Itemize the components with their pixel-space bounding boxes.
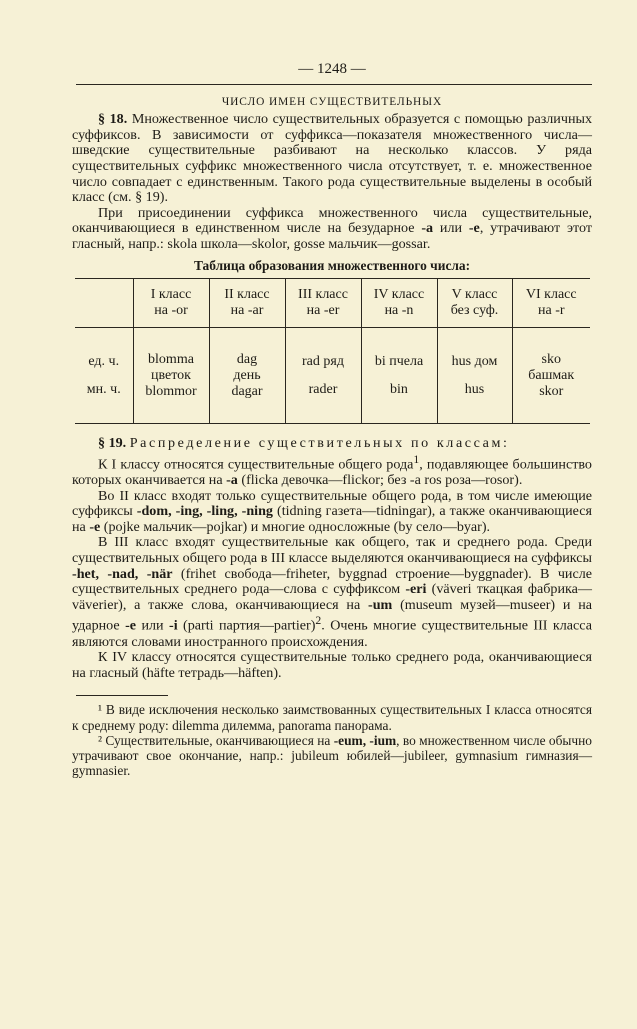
plural-formation-table	[75, 278, 590, 424]
column-header: III класс на -er	[285, 279, 361, 328]
table-cell: dag день dagar	[209, 328, 285, 424]
table-cell: rad ряд rader	[285, 328, 361, 424]
footnote-rule	[76, 695, 168, 696]
row-label-plural: мн. ч.	[86, 381, 121, 397]
footnote-ref-1: 1	[413, 452, 420, 466]
section-19-paragraph-4: К IV классу относятся существительные только среднего рода, оканчивающиеся на гласный (häfte тетрадь—häften).	[72, 649, 592, 681]
table-cell: sko башмак skor	[512, 328, 590, 424]
table-title: Таблица образования множественного числа:	[193, 257, 471, 273]
column-header: V класс без суф.	[437, 279, 512, 328]
table-corner-cell	[75, 279, 133, 328]
section-18-paragraph-1: § 18. Множественное число существительных образуется с помощью различных суффиксов. В зависимости от суффикса—показателя множественного числа—шведские существительные разбивают на несколько классов. У ряда существительных суффикс множественного числа отсутствует, т. е. множественное число совпадает с единственным. Такого рода существительные выделены в особый класс (см. § 19).	[72, 111, 592, 206]
book-page	[72, 62, 592, 778]
section-19-heading: § 19. Распределение существительных по классам:	[98, 435, 510, 452]
column-header: II класс на -ar	[209, 279, 285, 328]
column-header: I класс на -or	[133, 279, 209, 328]
footnote-ref-2: 2	[315, 614, 322, 628]
page-number: — 1248 —	[298, 61, 366, 77]
row-labels-cell	[75, 328, 133, 424]
table-body-row	[75, 328, 590, 424]
header-rule	[76, 84, 592, 85]
section-19-paragraph-2: Во II класс входят только существительные общего рода, в том числе имеющие суффиксы -dom, -ing, -ling, -ning (tidning газета—tidningar), а также оканчивающиеся на -e (pojke мальчик—pojkar) и многие односложные (by село—byar).	[72, 487, 593, 535]
footnote-1: ¹ В виде исключения несколько заимствованных существительных I класса относятся к среднему роду: dilemma дилемма, panorama панорама.	[72, 702, 592, 733]
footnote-2: ² Существительные, оканчивающиеся на -eum, -ium, во множественном числе обычно утрачивают свое окончание, напр.: jubileum юбилей—jubileer, gymnasium гимназия—gymnasier.	[72, 732, 592, 779]
section-19-paragraph-1: К I классу относятся существительные общего рода$^1$, подавляющее большинство которых оканчивается на -a (flicka девочка—flickor; без -a ros роза—rosor).	[72, 452, 592, 488]
table-cell: blomma цветок blommor	[133, 328, 209, 424]
running-title: ЧИСЛО ИМЕН СУЩЕСТВИТЕЛЬНЫХ	[221, 95, 443, 108]
column-header: VI класс на -r	[512, 279, 590, 328]
row-label-singular: ед. ч.	[88, 353, 120, 369]
column-header: IV класс на -n	[361, 279, 437, 328]
table-cell: hus дом hus	[437, 328, 512, 424]
section-19-paragraph-3: В III класс входят существительные как общего, так и среднего рода. Среди существительных общего рода в III классе выделяются оканчивающиеся на суффиксы -het, -nad, -när (frihet свобода—friheter, byggnad строение—byggnader). В числе существительных среднего рода—слова с суффиксом -eri (väveri ткацкая фабрика—väverier), а также слова, оканчивающиеся на -um (museum музей—museer) и на ударное -e или -i (parti партия—partier)$^2$. Очень многие существительные III класса являются словами иностранного происхождения.	[72, 534, 593, 650]
section-19-marker: § 19.	[98, 435, 127, 452]
table-header-row	[75, 279, 590, 328]
table-cell: bi пчела bin	[361, 328, 437, 424]
section-18-paragraph-2: При присоединении суффикса множественного числа существительные, оканчивающиеся в единственном числе на безударное -a или -e, утрачивают этот гласный, напр.: skola школа—skolor, gosse мальчик—gossar.	[72, 204, 592, 252]
section-18-marker: § 18.	[98, 111, 128, 128]
